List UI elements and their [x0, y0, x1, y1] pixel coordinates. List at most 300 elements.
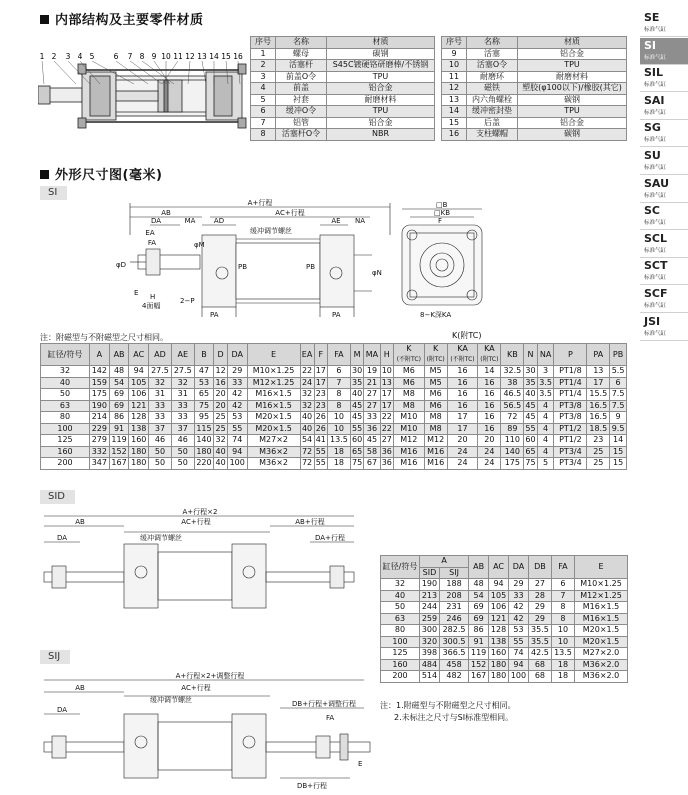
table-cell: 23 — [587, 435, 610, 447]
sidebar-item-si[interactable] — [640, 38, 688, 64]
table-cell: 32 — [215, 435, 226, 445]
table-cell: M12×1.25 — [575, 590, 628, 602]
table-row — [251, 71, 435, 83]
sid-note-2: 2.未标注之尺寸与SI标准型相同。 — [394, 713, 514, 722]
table-cell: 8 — [551, 613, 574, 625]
table-cell: 4 — [537, 435, 554, 447]
si-drawing — [110, 195, 500, 325]
sidebar-item-sai[interactable] — [640, 93, 688, 119]
table-cell: 20 — [215, 389, 226, 399]
sij-drawing — [40, 670, 375, 792]
table-cell: 320 — [420, 636, 440, 648]
table-cell: 3.5 — [539, 377, 552, 387]
section-title-structure — [40, 9, 204, 28]
part-number-label: 12 — [185, 52, 195, 61]
table-cell: 37 — [171, 423, 194, 435]
table-row — [381, 613, 628, 625]
table-cell: 25 — [215, 412, 226, 422]
label-fa: FA — [147, 239, 157, 247]
label-ab: AB — [161, 209, 171, 217]
table-cell: 8 — [551, 602, 574, 614]
table-cell: 25 — [587, 446, 610, 458]
table-cell: 18 — [551, 671, 574, 683]
table-cell: 100 — [227, 458, 247, 470]
table-row — [381, 602, 628, 614]
part-number-label: 5 — [89, 52, 95, 61]
label-dn: φN — [372, 269, 382, 277]
cell-name: 活塞 — [467, 48, 518, 60]
table-cell: 45 — [525, 412, 536, 422]
header-name: 名称 — [276, 37, 327, 49]
table-cell: 106 — [489, 602, 509, 614]
section-title-text: 内部结构及主要零件材质 — [55, 13, 204, 28]
table-cell: 69 — [109, 400, 129, 412]
table-cell: 53 — [509, 625, 529, 637]
table-row — [381, 625, 628, 637]
table-cell: 10 — [328, 423, 351, 435]
table-cell: 60 — [525, 435, 536, 445]
table-cell: 180 — [129, 446, 149, 458]
cell-material: 碳钢 — [518, 129, 627, 141]
table-row — [442, 48, 627, 60]
table-cell: 12 — [215, 366, 226, 376]
cell-name: 后盖 — [467, 117, 518, 129]
sidebar-item-code: SCF — [644, 287, 668, 300]
table-cell: M16×1.5 — [247, 400, 300, 412]
sid-drawing — [40, 506, 360, 618]
table-cell: 20 — [215, 400, 226, 410]
sidebar-item-subtitle: 标准气缸 — [644, 165, 667, 171]
cell-no: 1 — [251, 48, 276, 60]
table-cell: 398 — [420, 648, 440, 660]
sidebar-item-subtitle: 标准气缸 — [644, 54, 667, 61]
part-number-label: 6 — [113, 52, 119, 61]
table-cell: 45 — [352, 412, 363, 422]
table-cell: 121 — [489, 613, 509, 625]
cell-name: 衬套 — [276, 94, 327, 106]
table-cell: 16 — [478, 423, 501, 435]
table-cell: 3 — [537, 366, 554, 378]
table-cell: 48 — [109, 366, 129, 378]
sidebar-item-su[interactable] — [640, 148, 688, 174]
table-cell: 152 — [469, 659, 489, 671]
table-cell: PT1/4 — [554, 377, 587, 389]
table-cell: 514 — [420, 671, 440, 683]
table-cell: 15.5 — [587, 389, 610, 401]
table-cell: 33 — [149, 400, 172, 412]
table-cell: 119 — [109, 435, 129, 447]
label-ab: AB — [75, 518, 85, 526]
table-cell: M20×1.5 — [575, 636, 628, 648]
table-cell: 58 — [364, 446, 380, 458]
table-cell: 46 — [171, 435, 194, 447]
sidebar-item-subtitle: 标准气缸 — [644, 330, 667, 337]
table-cell: 24 — [478, 458, 501, 470]
sidebar-item-code: SU — [644, 149, 661, 162]
header-cell: B — [194, 344, 214, 366]
sidebar-item-subtitle: 标准气缸 — [644, 27, 667, 33]
header-material: 材质 — [327, 37, 435, 49]
label-fa: FA — [326, 714, 335, 722]
cell-no: 2 — [251, 60, 276, 72]
cell-material: TPU — [327, 106, 435, 118]
label-e: E — [358, 760, 363, 768]
cell-name: 螺母 — [276, 48, 327, 60]
sidebar-item-subtitle: 标准气缸 — [644, 247, 667, 254]
table-cell: 27 — [528, 579, 551, 591]
table-cell: 140 — [194, 435, 214, 447]
sidebar-item-subtitle: 标准气缸 — [644, 192, 667, 199]
table-cell: 45 — [352, 400, 363, 410]
table-cell: 19 — [364, 366, 380, 378]
table-cell: 282.5 — [439, 625, 468, 637]
sidebar-item-code: SE — [644, 11, 660, 24]
table-cell: 27 — [364, 400, 380, 412]
table-cell: 300 — [420, 625, 440, 637]
table-cell: 48 — [469, 579, 489, 591]
table-cell: 142 — [90, 366, 110, 378]
table-cell: M10×1.25 — [247, 366, 300, 378]
table-cell: 484 — [420, 659, 440, 671]
label-b: □B — [436, 201, 448, 209]
table-cell: 53 — [194, 377, 214, 389]
table-cell: 16 — [478, 377, 501, 389]
table-cell: 121 — [129, 400, 149, 412]
table-cell: 40 — [381, 590, 420, 602]
table-cell: 38 — [501, 377, 524, 389]
table-cell: 35.5 — [528, 625, 551, 637]
part-number-label: 15 — [221, 52, 231, 61]
table-cell: M10×1.25 — [575, 579, 628, 591]
table-cell: 152 — [109, 446, 129, 458]
cell-no: 11 — [442, 71, 467, 83]
table-cell: 4 — [537, 400, 554, 412]
table-row — [41, 458, 627, 470]
label-a-stroke: A+行程 — [247, 199, 273, 207]
table-cell: 128 — [129, 412, 149, 424]
table-cell: 74 — [509, 648, 529, 660]
label-ac-stroke: AC+行程 — [181, 518, 211, 526]
header-cell: PB — [610, 344, 627, 366]
sidebar-item-sau[interactable] — [640, 176, 688, 202]
table-cell: 68 — [528, 659, 551, 671]
table-cell: 55 — [315, 458, 326, 468]
structure-diagram — [38, 50, 248, 145]
header-cell: 缸径/符号 — [41, 344, 90, 366]
table-row — [251, 129, 435, 141]
table-cell: 72 — [301, 446, 313, 456]
table-cell: 69 — [469, 613, 489, 625]
table-cell: M6 — [394, 366, 424, 378]
table-cell: 7 — [551, 590, 574, 602]
sidebar-item-code: SG — [644, 121, 661, 135]
table-cell: 40 — [41, 377, 90, 389]
table-cell: 42 — [227, 389, 247, 401]
k-note: K(附TC) — [452, 331, 482, 340]
table-cell: PT3/4 — [554, 446, 587, 458]
table-cell: 160 — [129, 435, 149, 447]
sidebar-item-jsi[interactable] — [640, 314, 688, 340]
cell-no: 12 — [442, 83, 467, 95]
table-cell: 33 — [171, 412, 194, 424]
sidebar-item-sc[interactable] — [640, 203, 688, 229]
table-cell: 180 — [489, 671, 509, 683]
table-cell: 20 — [447, 435, 477, 447]
header-cell: KB — [501, 344, 524, 366]
table-cell: 4 — [537, 446, 554, 458]
table-cell: M12×1.25 — [247, 377, 300, 389]
table-cell: 37 — [149, 423, 172, 435]
header-material: 材质 — [518, 37, 627, 49]
leader-line — [42, 61, 44, 84]
table-cell: 140 — [501, 446, 524, 458]
label-8k: 8−K深KA — [420, 311, 452, 319]
section-title-text: 外形尺寸图(毫米) — [55, 168, 163, 183]
table-cell: 3.5 — [539, 389, 552, 399]
header-cell: K (不附TC) — [394, 344, 424, 366]
table-cell: 69 — [469, 602, 489, 614]
sidebar-item-code: SAI — [644, 93, 665, 107]
label-h: H — [150, 293, 156, 301]
table-row — [41, 435, 627, 447]
table-cell: 180 — [129, 458, 149, 470]
cell-no: 6 — [251, 106, 276, 118]
table-row — [381, 636, 628, 648]
header-cell: H — [380, 344, 394, 366]
table-cell: 9 — [610, 412, 627, 424]
table-cell: PT1/2 — [554, 423, 587, 435]
table-cell: PT3/4 — [554, 458, 587, 470]
sidebar-item-scf[interactable] — [640, 286, 688, 312]
table-cell: 482 — [439, 671, 468, 683]
table-cell: 45 — [364, 435, 380, 447]
sidebar-item-subtitle: 标准气缸 — [644, 109, 667, 116]
table-cell: 180 — [489, 659, 509, 671]
cell-name: 活塞杆 — [276, 60, 327, 72]
header-cell: FA — [328, 344, 351, 366]
cell-no: 3 — [251, 71, 276, 83]
cell-no: 4 — [251, 83, 276, 95]
part-number-label: 11 — [173, 52, 183, 61]
header-cell: MA — [364, 344, 380, 366]
table-cell: 22 — [381, 423, 392, 433]
table-cell: 32 — [41, 366, 90, 378]
table-cell: 95 — [194, 412, 214, 424]
table-row — [381, 648, 628, 660]
table-cell: 17 — [315, 377, 326, 387]
table-cell: 68 — [528, 671, 551, 683]
table-cell: M8 — [424, 423, 447, 435]
table-cell: M16×1.5 — [575, 602, 628, 614]
label-cushion: 缓冲调节螺丝 — [250, 227, 292, 235]
table-cell: 50 — [381, 602, 420, 614]
table-cell: 55 — [227, 423, 247, 435]
sidebar-item-sil[interactable] — [640, 65, 688, 91]
table-cell: 100 — [509, 671, 529, 683]
table-cell: 42 — [509, 613, 529, 625]
header-cell: EA — [300, 344, 314, 366]
table-cell: 17 — [315, 366, 326, 376]
table-cell: 31 — [171, 389, 194, 401]
label-cushion: 缓冲调节螺丝 — [140, 534, 182, 542]
label-da: DA — [150, 217, 162, 225]
table-cell: 72 — [501, 412, 524, 424]
table-cell: 69 — [109, 389, 129, 401]
si-dimension-table — [40, 343, 627, 470]
cell-no: 15 — [442, 117, 467, 129]
sidebar-item-code: SCL — [644, 231, 668, 245]
table-row — [442, 83, 627, 95]
header-fa: FA — [551, 556, 574, 579]
table-cell: 16 — [447, 389, 477, 401]
table-cell: 32.5 — [501, 366, 524, 378]
table-cell: 16.5 — [587, 400, 610, 412]
table-cell: 86 — [469, 625, 489, 637]
header-db: DB — [528, 556, 551, 579]
label-cushion: 缓冲调节螺丝 — [150, 696, 192, 704]
table-cell: M20×1.5 — [247, 412, 300, 424]
label-da: DA — [56, 534, 68, 542]
table-cell: 75 — [194, 400, 214, 412]
table-cell: 74 — [227, 435, 247, 447]
table-cell: 89 — [501, 423, 524, 435]
table-cell: 94 — [489, 579, 509, 591]
series-sidebar — [640, 0, 688, 795]
table-cell: 27 — [364, 389, 380, 401]
table-cell: 128 — [489, 625, 509, 637]
label-pb-rear: PB — [306, 263, 316, 271]
table-cell: 24 — [478, 446, 501, 458]
cell-material: S45C镀硬铬研磨棒/不锈钢 — [327, 60, 435, 72]
table-cell: 30 — [352, 366, 363, 376]
cell-material: TPU — [518, 106, 627, 118]
table-cell: 41 — [315, 435, 326, 445]
table-row — [442, 60, 627, 72]
table-cell: 40 — [301, 423, 313, 433]
cell-name: 缓冲O令 — [276, 106, 327, 118]
table-cell: 167 — [109, 458, 129, 470]
table-cell: 91 — [109, 423, 129, 435]
table-cell: 50 — [41, 389, 90, 401]
table-cell: M16 — [394, 446, 424, 458]
sidebar-item-scl[interactable] — [640, 231, 688, 257]
table-cell: 65 — [352, 446, 363, 456]
sidebar-item-subtitle: 标准气缸 — [644, 220, 667, 227]
table-cell: 26 — [315, 423, 326, 433]
part-number-label: 3 — [65, 52, 71, 61]
table-cell: 4 — [537, 412, 554, 424]
table-cell: M6 — [424, 389, 447, 401]
table-cell: 55 — [352, 423, 363, 433]
label-ad: AD — [213, 217, 225, 225]
sidebar-item-se[interactable] — [640, 10, 688, 36]
label-e: E — [134, 289, 139, 297]
header-cell: E — [247, 344, 300, 366]
sid-sij-dimension-table — [380, 555, 628, 683]
table-cell: 7.5 — [610, 389, 627, 401]
table-row — [41, 446, 627, 458]
table-cell: 138 — [489, 636, 509, 648]
table-cell: 332 — [90, 446, 110, 458]
table-cell: 45 — [525, 400, 536, 410]
header-no: 序号 — [442, 37, 467, 49]
sidebar-item-code: JSI — [644, 314, 661, 328]
part-number-label: 1 — [39, 52, 45, 61]
table-cell: 55 — [509, 636, 529, 648]
table-cell: 279 — [90, 435, 110, 447]
table-cell: 115 — [194, 423, 214, 435]
table-cell: 6 — [551, 579, 574, 591]
sidebar-item-sg[interactable] — [640, 120, 688, 146]
table-cell: 231 — [439, 602, 468, 614]
table-cell: 119 — [469, 648, 489, 660]
table-row — [442, 71, 627, 83]
header-cell: KA (不附TC) — [447, 344, 477, 366]
table-cell: 27.5 — [149, 366, 172, 378]
si-note: 注：附磁型与不附磁型之尺寸相同。 — [40, 333, 168, 342]
table-cell: 50 — [171, 446, 194, 458]
table-row — [251, 117, 435, 129]
table-cell: 8 — [328, 389, 351, 401]
table-cell: 94 — [129, 366, 149, 378]
label-ab: AB — [75, 684, 85, 692]
table-cell: 246 — [439, 613, 468, 625]
cell-material: 铝合金 — [518, 117, 627, 129]
cell-name: 铝管 — [276, 117, 327, 129]
table-cell: PT1/8 — [554, 366, 587, 378]
label-2p: 2−P — [180, 297, 195, 305]
table-cell: M36×2.0 — [575, 671, 628, 683]
table-cell: 160 — [41, 446, 90, 458]
header-no: 序号 — [251, 37, 276, 49]
cell-material: 耐磨材料 — [518, 71, 627, 83]
table-cell: M12 — [424, 435, 447, 447]
header-ab: AB — [469, 556, 489, 579]
table-cell: 75 — [352, 458, 363, 468]
table-cell: 366.5 — [439, 648, 468, 660]
table-cell: 17 — [587, 377, 610, 389]
table-cell: 100 — [381, 636, 420, 648]
header-cell: AB — [109, 344, 129, 366]
table-cell: PT3/8 — [554, 412, 587, 424]
header-cell: NA — [537, 344, 554, 366]
part-number-label: 8 — [139, 52, 145, 61]
table-cell: M5 — [424, 377, 447, 389]
cell-material: 铝合金 — [327, 83, 435, 95]
table-cell: 347 — [90, 458, 110, 470]
table-cell: 16 — [478, 389, 501, 401]
header-cell: PA — [587, 344, 610, 366]
label-ea: EA — [145, 229, 155, 237]
table-cell: 55 — [315, 446, 326, 456]
label-dm: φM — [194, 241, 205, 249]
table-cell: 5.5 — [610, 366, 627, 378]
table-cell: 23 — [315, 389, 326, 399]
sidebar-item-sct[interactable] — [640, 258, 688, 284]
table-cell: 180 — [194, 446, 214, 458]
table-cell: 15 — [610, 458, 627, 470]
table-cell: M16×1.5 — [575, 613, 628, 625]
table-cell: M20×1.5 — [575, 625, 628, 637]
table-cell: 17 — [381, 389, 392, 399]
table-cell: M16 — [424, 458, 447, 470]
table-cell: 24 — [447, 446, 477, 458]
table-cell: 7 — [328, 377, 351, 389]
label-ac-stroke: AC+行程 — [275, 209, 305, 217]
table-cell: 18 — [328, 446, 351, 458]
table-cell: 16 — [478, 412, 501, 424]
table-cell: 106 — [129, 389, 149, 401]
